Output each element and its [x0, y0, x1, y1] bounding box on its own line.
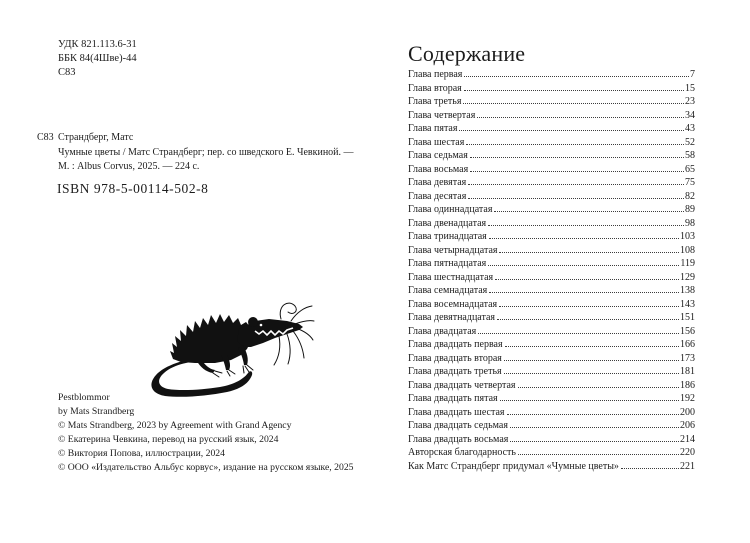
- toc-entry-page: 52: [685, 136, 695, 148]
- toc-entry-title: Глава двадцать седьмая: [408, 420, 508, 431]
- toc-entry-title: Глава четвертая: [408, 109, 476, 121]
- toc-entry-title: Глава шестая: [408, 136, 465, 148]
- isbn-number: ISBN 978-5-00114-502-8: [57, 181, 209, 196]
- toc-entry-page: 221: [680, 460, 695, 472]
- toc-entry-page: 181: [680, 366, 695, 377]
- toc-entry: [408, 68, 695, 82]
- toc-dot-leader: [488, 265, 679, 266]
- toc-entry: [408, 365, 695, 379]
- toc-entry: [408, 271, 695, 285]
- toc-entry: [408, 230, 695, 244]
- toc-dot-leader: [504, 373, 679, 374]
- toc-entry: [408, 325, 695, 339]
- toc-entry-page: 108: [680, 244, 695, 256]
- toc-dot-leader: [499, 252, 679, 253]
- author-sign-line: С83: [58, 67, 76, 78]
- toc-entry-title: Глава восемнадцатая: [408, 298, 498, 310]
- toc-dot-leader: [499, 306, 679, 307]
- toc-entry-page: 173: [680, 352, 695, 364]
- toc-entry: [408, 392, 695, 406]
- toc-entry: [408, 352, 695, 366]
- bib-code: С83: [37, 132, 54, 143]
- toc-entry-title: Глава тринадцатая: [408, 231, 487, 242]
- credit-line: © Виктория Попова, иллюстрации, 2024: [58, 447, 225, 459]
- toc-entry-title: Глава одиннадцатая: [408, 204, 493, 215]
- toc-entry-page: 156: [680, 325, 695, 337]
- toc-dot-leader: [489, 238, 679, 239]
- toc-entry-title: Авторская благодарность: [408, 447, 516, 458]
- toc-entry-title: Глава пятая: [408, 123, 458, 134]
- toc-entry: [408, 122, 695, 136]
- toc-entry-page: 58: [685, 150, 695, 161]
- toc-entry-page: 200: [680, 406, 695, 418]
- toc-entry-page: 206: [680, 420, 695, 431]
- credit-line: © Екатерина Чевкина, перевод на русский язык, 2024: [58, 433, 279, 445]
- toc-dot-leader: [489, 292, 679, 293]
- toc-dot-leader: [507, 414, 679, 415]
- toc-entry: [408, 311, 695, 325]
- toc-dot-leader: [500, 400, 679, 401]
- bib-description-line1: Чумные цветы / Матс Страндберг; пер. со шведского Е. Чевкиной. —: [58, 146, 354, 158]
- toc-entry: [408, 244, 695, 258]
- bibliographic-record: [37, 131, 354, 175]
- toc-dot-leader: [494, 211, 684, 212]
- toc-entry: [408, 433, 695, 447]
- toc-entry-title: Глава двенадцатая: [408, 217, 487, 229]
- toc-entry-title: Глава седьмая: [408, 150, 468, 161]
- table-of-contents: [408, 68, 695, 473]
- toc-entry-page: 166: [680, 339, 695, 350]
- toc-dot-leader: [497, 319, 679, 320]
- toc-dot-leader: [518, 454, 679, 455]
- toc-entry-page: 34: [685, 109, 695, 121]
- toc-entry-title: Глава шестнадцатая: [408, 271, 494, 283]
- toc-entry: [408, 136, 695, 150]
- toc-entry-page: 192: [680, 393, 695, 404]
- toc-entry: [408, 163, 695, 177]
- toc-entry-page: 43: [685, 123, 695, 134]
- toc-entry-page: 138: [680, 285, 695, 296]
- toc-entry-page: 151: [680, 312, 695, 323]
- toc-dot-leader: [505, 346, 679, 347]
- toc-entry-page: 143: [680, 298, 695, 310]
- toc-dot-leader: [477, 117, 684, 118]
- toc-entry-title: Глава двадцать восьмая: [408, 433, 509, 445]
- toc-entry: [408, 217, 695, 231]
- toc-dot-leader: [470, 157, 684, 158]
- toc-entry-page: 98: [685, 217, 695, 229]
- credits-block: [58, 391, 354, 474]
- toc-entry-title: Глава четырнадцатая: [408, 244, 498, 256]
- toc-entry: [408, 190, 695, 204]
- toc-entry-title: Глава двадцать вторая: [408, 352, 502, 364]
- toc-entry-title: Как Матс Страндберг придумал «Чумные цветы»: [408, 460, 619, 472]
- toc-entry-title: Глава восьмая: [408, 163, 469, 175]
- toc-entry-page: 7: [690, 69, 695, 80]
- toc-entry-title: Глава двадцать пятая: [408, 393, 498, 404]
- udk-line: УДК 821.113.6-31: [58, 39, 137, 50]
- toc-dot-leader: [488, 225, 684, 226]
- toc-entry-page: 186: [680, 379, 695, 391]
- toc-entry-title: Глава семнадцатая: [408, 285, 488, 296]
- toc-dot-leader: [510, 441, 679, 442]
- toc-entry-title: Глава девятнадцатая: [408, 312, 496, 323]
- toc-entry-title: Глава десятая: [408, 190, 467, 202]
- toc-entry: [408, 95, 695, 109]
- toc-entry-title: Глава пятнадцатая: [408, 258, 487, 269]
- toc-entry-page: 75: [685, 177, 695, 188]
- toc-dot-leader: [459, 130, 684, 131]
- toc-entry: [408, 203, 695, 217]
- toc-entry-title: Глава двадцать первая: [408, 339, 503, 350]
- toc-entry-title: Глава двадцатая: [408, 325, 477, 337]
- bib-author: Страндберг, Матс: [58, 132, 134, 143]
- toc-entry-page: 214: [680, 433, 695, 445]
- toc-dot-leader: [621, 468, 679, 469]
- bib-author-row: [37, 131, 354, 146]
- toc-entry: [408, 338, 695, 352]
- toc-dot-leader: [478, 333, 679, 334]
- toc-entry-page: 15: [685, 82, 695, 94]
- toc-entry-title: Глава двадцать третья: [408, 366, 502, 377]
- toc-entry: [408, 176, 695, 190]
- contents-heading: Содержание: [408, 41, 526, 66]
- toc-dot-leader: [468, 198, 684, 199]
- toc-dot-leader: [495, 279, 679, 280]
- toc-entry-title: Глава двадцать шестая: [408, 406, 505, 418]
- toc-entry-page: 103: [680, 231, 695, 242]
- credit-line: © Mats Strandberg, 2023 by Agreement with Grand Agency: [58, 419, 292, 431]
- classification-block: [58, 38, 137, 80]
- toc-entry-page: 82: [685, 190, 695, 202]
- toc-dot-leader: [464, 90, 684, 91]
- toc-entry: [408, 446, 695, 460]
- credit-line: by Mats Strandberg: [58, 405, 135, 417]
- toc-dot-leader: [504, 360, 679, 361]
- toc-entry: [408, 284, 695, 298]
- toc-entry: [408, 82, 695, 96]
- credit-line: © ООО «Издательство Альбус корвус», издание на русском языке, 2025: [58, 461, 354, 473]
- bbk-line: ББК 84(4Шве)-44: [58, 53, 137, 64]
- toc-entry-title: Глава вторая: [408, 82, 462, 94]
- toc-entry-page: 23: [685, 96, 695, 107]
- toc-dot-leader: [518, 387, 680, 388]
- toc-entry: [408, 109, 695, 123]
- toc-entry-title: Глава девятая: [408, 177, 467, 188]
- toc-entry-page: 89: [685, 204, 695, 215]
- toc-entry-title: Глава первая: [408, 69, 463, 80]
- toc-entry-page: 220: [680, 447, 695, 458]
- toc-entry-page: 65: [685, 163, 695, 175]
- toc-entry: [408, 298, 695, 312]
- toc-dot-leader: [510, 427, 679, 428]
- toc-dot-leader: [464, 76, 689, 77]
- toc-entry: [408, 379, 695, 393]
- toc-entry: [408, 460, 695, 474]
- toc-dot-leader: [463, 103, 684, 104]
- contents-page: [408, 0, 695, 543]
- toc-entry-page: 119: [680, 258, 695, 269]
- toc-entry: [408, 406, 695, 420]
- toc-entry: [408, 257, 695, 271]
- credit-line: Pestblommor: [58, 392, 110, 403]
- bib-description-line2: М. : Albus Corvus, 2025. — 224 с.: [58, 161, 200, 173]
- toc-entry-title: Глава двадцать четвертая: [408, 379, 516, 391]
- toc-entry-page: 129: [680, 271, 695, 283]
- toc-entry: [408, 419, 695, 433]
- toc-dot-leader: [466, 144, 684, 145]
- toc-entry: [408, 149, 695, 163]
- toc-entry-title: Глава третья: [408, 96, 462, 107]
- toc-dot-leader: [470, 171, 684, 172]
- toc-dot-leader: [468, 184, 684, 185]
